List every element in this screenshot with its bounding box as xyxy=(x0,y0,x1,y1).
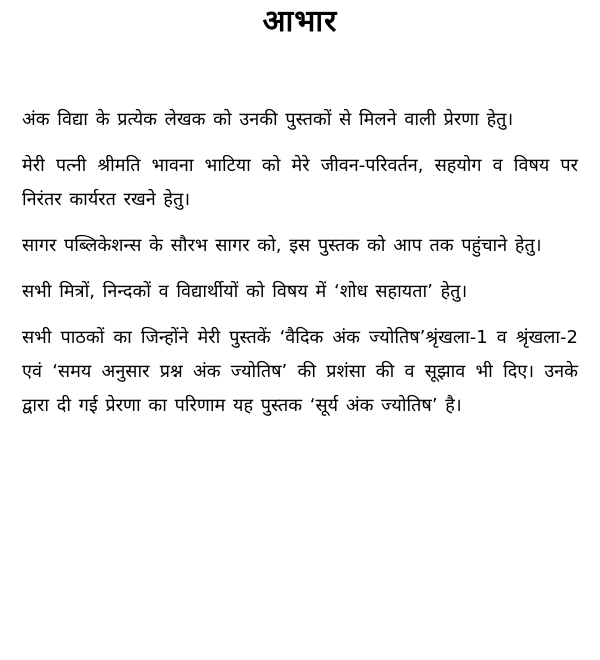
paragraph-publisher: सागर पब्लिकेशन्स के सौरभ सागर को, इस पुस्तक को आप तक पहुंचाने हेतु। xyxy=(22,235,542,256)
paragraph-authors: अंक विद्या के प्रत्येक लेखक को उनकी पुस्तकों से मिलने वाली प्रेरणा हेतु। xyxy=(22,109,514,130)
page-title: आभार xyxy=(262,4,338,39)
paragraph-readers: सभी पाठकों का जिन्होंने मेरी पुस्तकें ‘वैदिक अंक ज्योतिष’श्रृंखला-1 व श्रृंखला-2 एवं ‘समय अनुसार प्रश्न अंक ज्योतिष’ की प्रशंसा की व सूझाव भी दिए। उनके द्वारा दी गई प्रेरणा का परिणाम यह पुस्तक ‘सूर्य अंक ज्योतिष’ है। xyxy=(22,327,578,416)
acknowledgement-body xyxy=(22,103,578,435)
paragraph-friends: सभी मित्रों, निन्दकों व विद्यार्थीयों को विषय में ‘शोध सहायता’ हेतु। xyxy=(22,281,468,302)
paragraph-wife: मेरी पत्नी श्रीमति भावना भाटिया को मेरे जीवन-परिवर्तन, सहयोग व विषय पर निरंतर कार्यरत रखने हेतु। xyxy=(22,155,578,210)
